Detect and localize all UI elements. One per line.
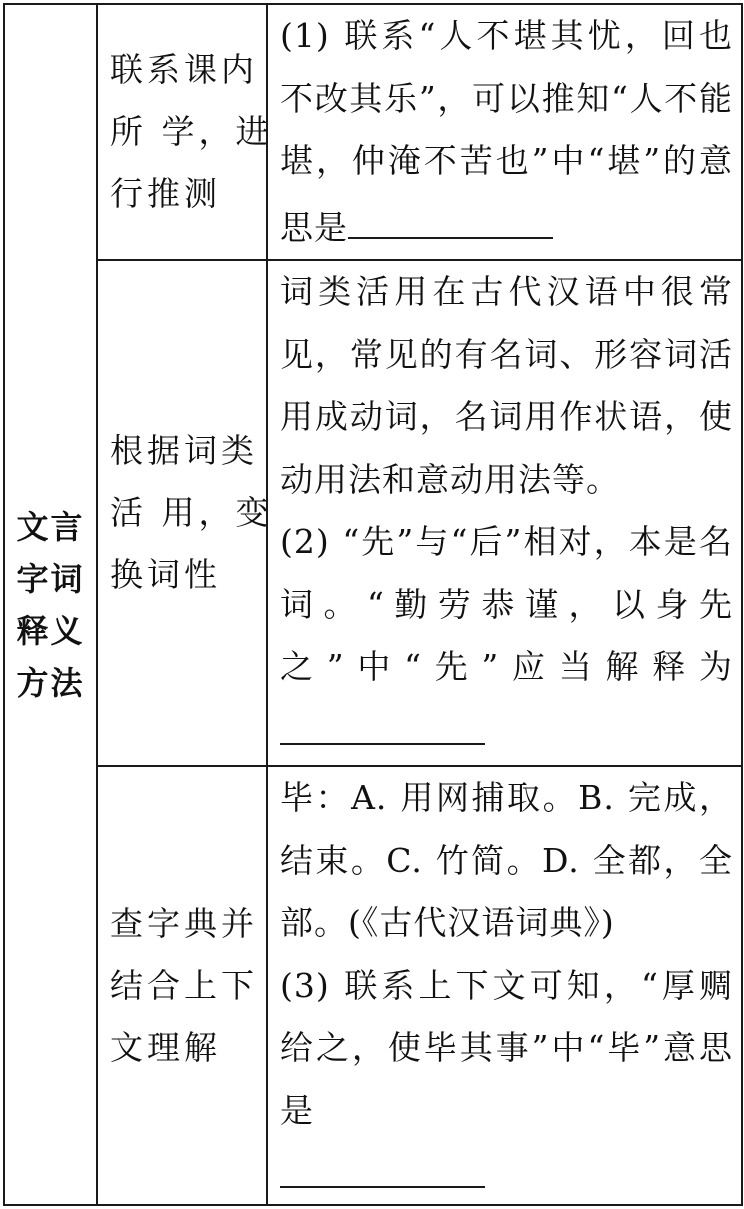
category-line: 方法: [16, 663, 85, 702]
method-line: 换词性: [110, 555, 221, 594]
method-line: 活 用，变: [110, 493, 273, 532]
dictionary-entry: 毕：A. 用网捕取。B. 完成，结束。C. 竹简。D. 全都，全部。(《古代汉语词典》): [280, 778, 733, 942]
method-line: 所 学，进: [110, 112, 273, 151]
intro-text: 词类活用在古代汉语中很常见，常见的有名词、形容词活用成动词，名词用作状语，使动用法和意动用法等。: [280, 272, 733, 499]
question-2-text: (2) “先”与“后”相对，本是名词。“勤劳恭谨，以身先之”中“先”应当解释为: [280, 522, 733, 686]
question-1-text: (1) 联系“人不堪其忧，回也不改其乐”，可以推知“人不能堪，仲淹不苦也”中“堪”的意思是: [280, 16, 733, 247]
method-cell: [97, 260, 273, 766]
table-row: [4, 766, 742, 1205]
method-cell: [97, 766, 267, 1205]
method-line: 查字典并: [110, 903, 258, 943]
question-text: [280, 511, 733, 765]
method-line: 联系课内: [110, 50, 258, 89]
category-line: 释义: [16, 611, 85, 650]
answer-blank-2[interactable]: [280, 699, 485, 745]
category-cell: [4, 4, 97, 1205]
table-row: [4, 4, 742, 260]
answer-line-3: [280, 1142, 733, 1204]
table-row: [4, 260, 742, 766]
content-cell: [267, 4, 742, 260]
answer-blank-3[interactable]: [280, 1142, 485, 1188]
method-line: 结合上下: [110, 965, 258, 1005]
question-text: [280, 5, 733, 259]
method-line: 根据词类: [110, 431, 258, 470]
question-text: [280, 955, 733, 1143]
content-cell: [267, 260, 742, 766]
method-line: 行推测: [110, 174, 221, 213]
method-line: 文理解: [110, 1027, 221, 1067]
category-line: 字词: [16, 559, 85, 598]
content-cell: [267, 766, 742, 1205]
answer-blank-1[interactable]: [348, 193, 553, 239]
question-3-text: (3) 联系上下文可知，“厚赒给之，使毕其事”中“毕”意思是: [280, 965, 733, 1130]
category-line: 文言: [16, 507, 85, 546]
method-cell: [97, 4, 273, 260]
method-table: [3, 3, 743, 1206]
